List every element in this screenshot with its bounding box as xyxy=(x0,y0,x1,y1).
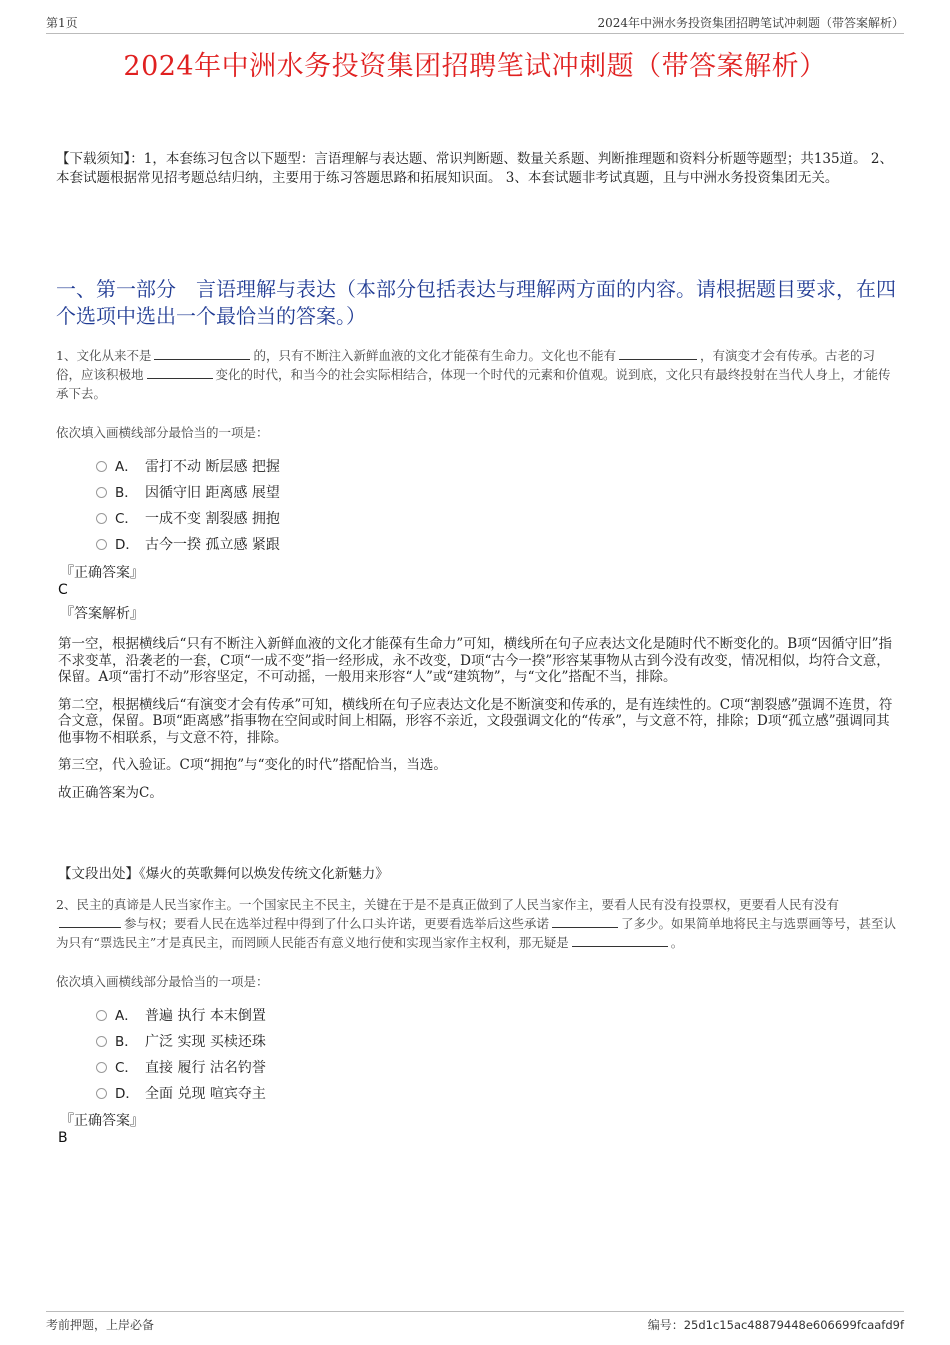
page-header xyxy=(46,14,904,32)
question-1-options xyxy=(96,455,280,559)
correct-answer: C xyxy=(58,582,68,598)
option-b[interactable]: B． 因循守旧 距离感 展望 xyxy=(96,481,280,507)
answer-blank xyxy=(572,934,668,947)
radio-icon[interactable] xyxy=(96,1036,107,1047)
radio-icon[interactable] xyxy=(96,1010,107,1021)
option-d[interactable]: D． 古今一揆 孤立感 紧跟 xyxy=(96,533,280,559)
radio-icon[interactable] xyxy=(96,539,107,550)
option-b[interactable]: B． 广泛 实现 买椟还珠 xyxy=(96,1030,266,1056)
question-2-instruction: 依次填入画横线部分最恰当的一项是： xyxy=(56,974,269,989)
download-notice: 【下载须知】：1，本套练习包含以下题型：言语理解与表达题、常识判断题、数量关系题、判断推理题和资料分析题等题型；共135道。 2、本套试题根据常见招考题总结归纳，主要用于练习答题思路和拓展知识面。 3、本套试题非考试真题，且与中洲水务投资集团无关。 xyxy=(56,151,893,186)
answer-blank xyxy=(552,915,618,928)
footer-slogan: 考前押题，上岸必备 xyxy=(46,1318,155,1332)
document-title: 2024年中洲水务投资集团招聘笔试冲刺题（带答案解析） xyxy=(123,51,827,82)
radio-icon[interactable] xyxy=(96,461,107,472)
header-doc-title: 2024年中洲水务投资集团招聘笔试冲刺题（带答案解析） xyxy=(597,16,904,30)
analysis-paragraph: 第三空，代入验证。C项“拥抱”与“变化的时代”搭配恰当，当选。 xyxy=(58,757,447,773)
page-number: 第1页 xyxy=(46,16,78,30)
answer-blank xyxy=(147,366,213,379)
analysis-label: 『答案解析』 xyxy=(60,606,144,622)
option-a[interactable]: A． 雷打不动 断层感 把握 xyxy=(96,455,280,481)
answer-blank xyxy=(619,347,697,360)
correct-answer-label: 『正确答案』 xyxy=(60,565,144,581)
option-c[interactable]: C． 直接 履行 沽名钓誉 xyxy=(96,1056,266,1082)
question-2-options xyxy=(96,1004,266,1108)
analysis-paragraph: 故正确答案为C。 xyxy=(58,784,163,801)
correct-answer: B xyxy=(58,1130,68,1146)
answer-blank xyxy=(154,347,250,360)
answer-blank xyxy=(59,915,121,928)
page-footer xyxy=(46,1316,904,1334)
radio-icon[interactable] xyxy=(96,487,107,498)
document-code: 编号：25d1c15ac48879448e606699fcaafd9f xyxy=(647,1318,904,1332)
analysis-paragraph: 第一空，根据横线后“只有不断注入新鲜血液的文化才能葆有生命力”可知，横线所在句子应表达文化是随时代不断变化的。B项“因循守旧”指不求变革，沿袭老的一套，C项“一成不变”指一经形成，永不改变，D项“古今一揆”形容某事物从古到今没有改变，情况相似，均符合文意，保留。A项“雷打不动”形容坚定，不可动摇，一般用来形容“人”或“建筑物”，与“文化”搭配不当，排除。 xyxy=(58,636,893,685)
question-2-stem: 2、民主的真谛是人民当家作主。一个国家民主不民主，关键在于是不是真正做到了人民当家作主，要看人民有没有投票权，更要看人民有没有参与权；要看人民在选举过程中得到了什么口头许诺，更要看选举后这些承诺 了多少。如果简单地将民主与选票画等号，甚至认为只有“票选民主”才是真民主，而罔顾人民能否有意义地行使和实现当家作主权利，那无疑是 。 xyxy=(56,897,897,950)
option-a[interactable]: A． 普遍 执行 本末倒置 xyxy=(96,1004,266,1030)
radio-icon[interactable] xyxy=(96,1088,107,1099)
section-heading: 一、第一部分 言语理解与表达（本部分包括表达与理解两方面的内容。请根据题目要求，在四个选项中选出一个最恰当的答案。） xyxy=(56,277,896,328)
question-1-instruction: 依次填入画横线部分最恰当的一项是： xyxy=(56,425,269,440)
analysis-paragraph: 第二空，根据横线后“有演变才会有传承”可知，横线所在句子应表达文化是不断演变和传承的，是有连续性的。C项“割裂感”强调不连贯，符合文意，保留。B项“距离感”指事物在空间或时间上相隔，形容不亲近，文段强调文化的“传承”，与文意不符，排除；D项“孤立感”强调同其他事物不相联系，与文意不符，排除。 xyxy=(58,696,893,746)
radio-icon[interactable] xyxy=(96,1062,107,1073)
radio-icon[interactable] xyxy=(96,513,107,524)
correct-answer-label: 『正确答案』 xyxy=(60,1113,144,1129)
header-divider xyxy=(46,33,904,34)
answer-analysis xyxy=(58,636,896,812)
option-c[interactable]: C． 一成不变 割裂感 拥抱 xyxy=(96,507,280,533)
option-d[interactable]: D． 全面 兑现 喧宾夺主 xyxy=(96,1082,266,1108)
passage-source: 【文段出处】《爆火的英歌舞何以焕发传统文化新魅力》 xyxy=(58,866,389,882)
question-1-stem: 1、文化从来不是 的，只有不断注入新鲜血液的文化才能葆有生命力。文化也不能有 ，有演变才会有传承。古老的习俗，应该积极地 变化的时代，和当今的社会实际相结合，体现一个时代的元素和价值观。说到底，文化只有最终投射在当代人身上，才能传承下去。 xyxy=(56,348,891,401)
footer-divider xyxy=(46,1311,904,1312)
